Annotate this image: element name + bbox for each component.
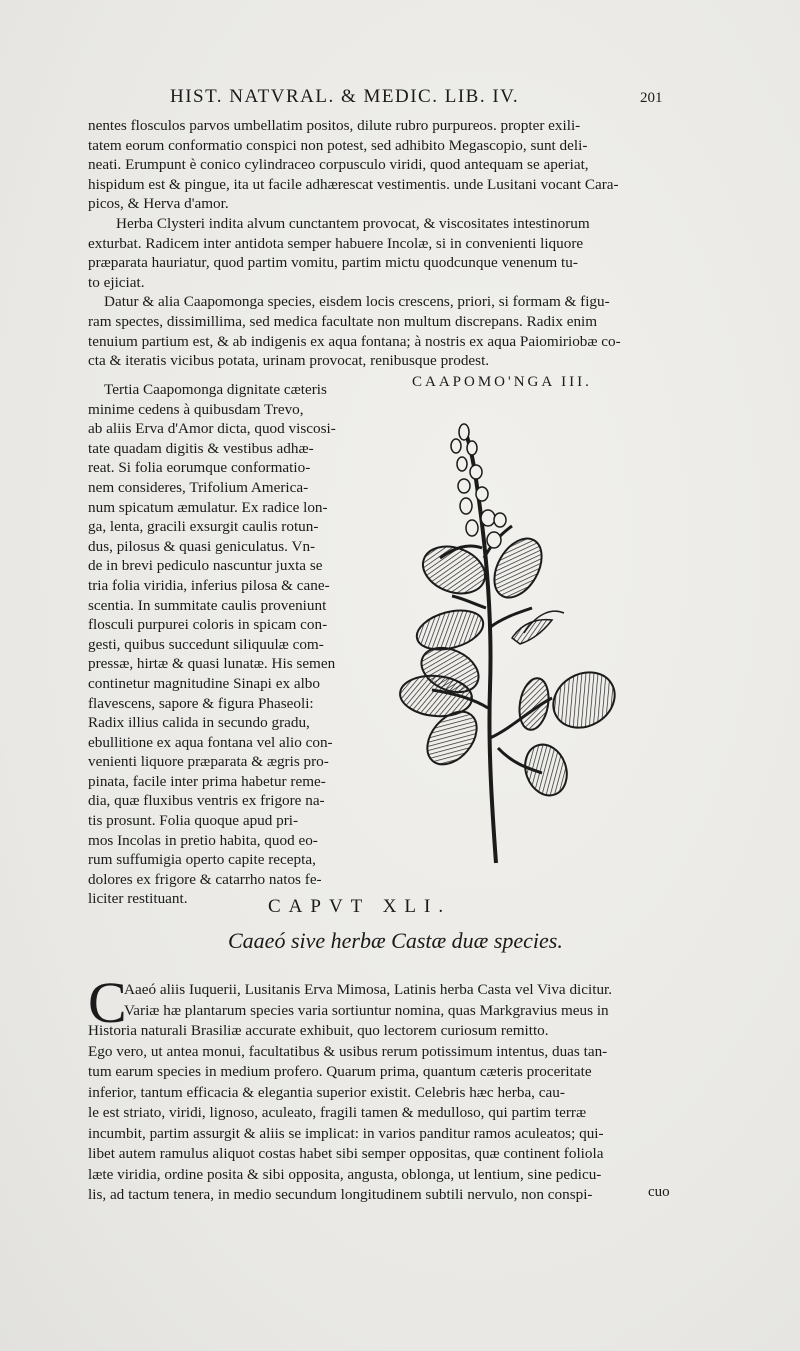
text-line: hispidum est & pingue, ita ut facile adhærescat vestimentis. unde Lusitani vocant Cara-	[88, 175, 619, 193]
chapter-heading: CAPVT XLI.	[268, 896, 452, 917]
text-line: reat. Si folia eorumque conformatio-	[88, 459, 311, 477]
text-line: mos Incolas in pretio habita, quod eo-	[88, 831, 318, 849]
text-line: tria folia viridia, inferius pilosa & cane-	[88, 576, 330, 594]
chapter-body	[88, 980, 668, 1206]
text-line: nentes flosculos parvos umbellatim positos, dilute rubro purpureos. propter exili-	[88, 117, 581, 134]
text-line: Tertia Caapomonga dignitate cæteris	[104, 381, 327, 398]
text-line: dolores ex frigore & catarrho natos fe-	[88, 870, 322, 888]
text-line: ebullitione ex aqua fontana vel alio con-	[88, 733, 333, 751]
text-line: ab aliis Erva d'Amor dicta, quod viscosi-	[88, 420, 336, 438]
text-line: de in brevi pediculo nascuntur juxta se	[88, 557, 323, 575]
drop-cap: C	[88, 970, 127, 1035]
text-line: minime cedens à quibusdam Trevo,	[88, 400, 304, 418]
text-line: præparata hauriatur, quod partim vomitu, partim mictu quodcunque venenum tu-	[88, 254, 578, 272]
text-line: pinata, facile inter prima habetur reme-	[88, 772, 326, 790]
text-line: dus, pilosus & quasi geniculatus. Vn-	[88, 537, 316, 555]
text-line: pressæ, hirtæ & quasi lunatæ. His semen	[88, 655, 336, 673]
text-line: inferior, tantum efficacia & elegantia superior existit. Celebris hæc herba, cau-	[88, 1083, 565, 1101]
text-line: Aaeó aliis Iuquerii, Lusitanis Erva Mimosa, Latinis herba Casta vel Viva dicitur.	[124, 981, 613, 998]
text-line: gesti, quibus succedunt siliquulæ com-	[88, 635, 324, 653]
text-line: incumbit, partim assurgit & aliis se implicat: in varios panditur ramos aculeatos; qui-	[88, 1124, 604, 1142]
text-line: tum earum species in medium profero. Quarum prima, quantum cæteris proceritate	[88, 1063, 592, 1080]
text-line: venienti liquore præparata & ægris pro-	[88, 753, 329, 771]
text-line: Radix illius calida in secundo gradu,	[88, 714, 310, 732]
text-line: flosculi purpurei coloris in spicam con-	[88, 616, 328, 634]
text-line: to ejiciat.	[88, 273, 145, 291]
page-number: 201	[640, 90, 663, 106]
text-line: nem consideres, Trifolium America-	[88, 478, 309, 496]
text-line: Historia naturali Brasiliæ accurate exhibuit, quo lectorem curiosum remitto.	[88, 1022, 549, 1039]
text-line: libet autem ramulus aliquot costas habet sibi semper oppositas, quæ continent foliola	[88, 1145, 604, 1162]
text-line: cta & iteratis vicibus potata, urinam provocat, renibusque prodest.	[88, 352, 490, 370]
text-line: le est striato, viridi, lignoso, aculeato, fragili tamen & medulloso, qui partim terræ	[88, 1104, 587, 1121]
text-line: Ego vero, ut antea monui, facultatibus & usibus rerum potissimum intentus, duas tan-	[88, 1042, 608, 1060]
text-line: lis, ad tactum tenera, in medio secundum longitudinem subtili nervulo, non conspi-	[88, 1186, 593, 1203]
text-line: ga, lenta, gracili exsurgit caulis rotun-	[88, 518, 319, 536]
top-paragraphs	[88, 116, 668, 371]
text-line: num spicatum æmulatur. Ex radice lon-	[88, 498, 328, 516]
text-line: neati. Erumpunt è conico cylindraceo corpusculo viridi, quod antequam se aperiat,	[88, 156, 589, 174]
text-line: tatem eorum conformatio conspici non potest, sed adhibito Megascopio, sunt deli-	[88, 136, 588, 154]
chapter-subtitle: Caaeó sive herbæ Castæ duæ species.	[228, 928, 563, 953]
text-line: rum suffumigia operto capite recepta,	[88, 851, 316, 869]
text-line: liciter restituant.	[88, 890, 188, 908]
text-line: continetur magnitudine Sinapi ex albo	[88, 674, 320, 692]
text-line: ram spectes, dissimillima, sed medica facultate non multum discrepans. Radix enim	[88, 312, 598, 330]
text-line: Variæ hæ plantarum species varia sortiuntur nomina, quas Markgravius meus in	[124, 1001, 609, 1019]
text-line: Datur & alia Caapomonga species, eisdem locis crescens, priori, si formam & figu-	[104, 293, 610, 311]
text-line: Herba Clysteri indita alvum cunctantem provocat, & viscositates intestinorum	[116, 214, 590, 232]
text-line: tis prosunt. Folia quoque apud pri-	[88, 812, 299, 830]
running-header: HIST. NATVRAL. & MEDIC. LIB. IV.	[170, 86, 520, 107]
text-line: picos, & Herva d'amor.	[88, 195, 229, 213]
left-column-text	[88, 380, 378, 909]
text-line: flavescens, sapore & figura Phaseoli:	[88, 694, 314, 712]
text-line: tenuium partium est, & ab indigenis ex aqua fontana; à nostris ex aqua Paiomiriobæ co-	[88, 332, 621, 350]
text-line: dia, quæ fluxibus ventris ex frigore na-	[88, 792, 325, 810]
text-line: scentia. In summitate caulis proveniunt	[88, 596, 327, 614]
text-line: exturbat. Radicem inter antidota semper habuere Incolæ, si in convenienti liquore	[88, 234, 584, 252]
plant-illustration	[392, 408, 628, 868]
text-line: læte viridia, ordine posita & sibi opposita, angusta, oblonga, ut lentium, sine pedicu-	[88, 1165, 602, 1183]
catchword: cuo	[648, 1184, 670, 1200]
text-line: tate quadam digitis & vestibus adhæ-	[88, 439, 314, 457]
figure-caption: CAAPOMO'NGA III.	[412, 374, 592, 390]
